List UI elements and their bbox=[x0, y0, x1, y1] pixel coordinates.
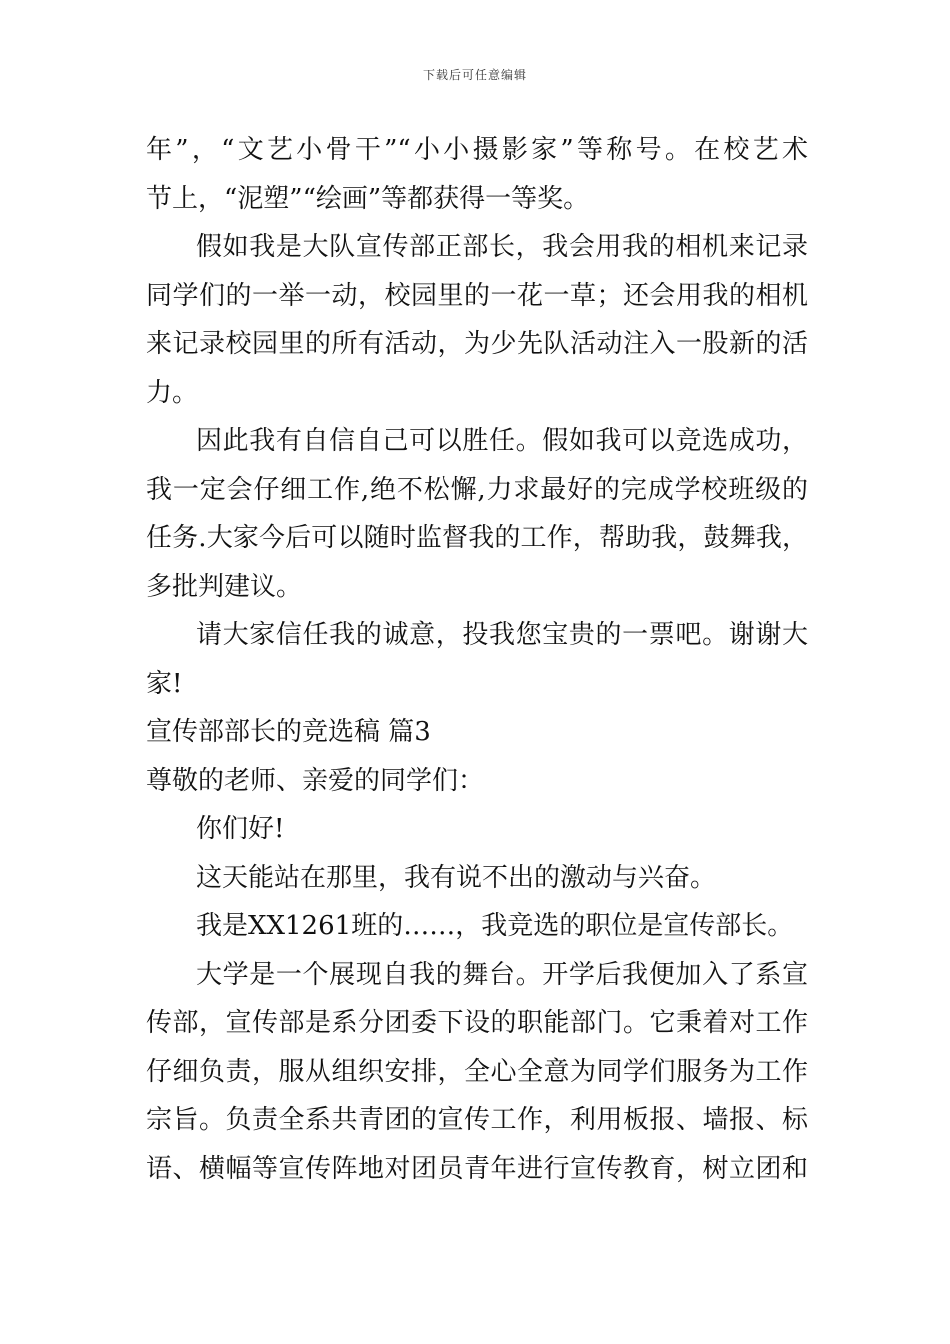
text-line: 来记录校园里的所有活动，为少先队活动注入一股新的活 bbox=[146, 329, 808, 359]
text-line: 语、横幅等宣传阵地对团员青年进行宣传教育，树立团和 bbox=[146, 1153, 808, 1184]
paragraph-first-line: 我是XX1261班的……，我竞选的职位是宣传部长。 bbox=[196, 911, 794, 941]
text-line: 家! bbox=[146, 668, 183, 699]
paragraph-first-line: 假如我是大队宣传部正部长，我会用我的相机来记录 bbox=[196, 232, 808, 262]
page-header-note: 下载后可任意编辑 bbox=[422, 68, 527, 82]
text-line: 传部，宣传部是系分团委下设的职能部门。它秉着对工作 bbox=[146, 1008, 808, 1038]
text-line: 仔细负责，服从组织安排，全心全意为同学们服务为工作 bbox=[146, 1056, 808, 1087]
text-line: 节上，“泥塑”“绘画”等都获得一等奖。 bbox=[146, 183, 590, 214]
text-line: 宗旨。负责全系共青团的宣传工作，利用板报、墙报、标 bbox=[146, 1105, 808, 1135]
text-line: 多批判建议。 bbox=[146, 571, 303, 602]
text-line: 任务.大家今后可以随时监督我的工作，帮助我，鼓舞我， bbox=[146, 523, 808, 553]
paragraph-first-line: 请大家信任我的诚意，投我您宝贵的一票吧。谢谢大 bbox=[196, 620, 808, 650]
salutation: 尊敬的老师、亲爱的同学们： bbox=[146, 765, 485, 796]
section-title: 宣传部部长的竞选稿 篇3 bbox=[146, 717, 431, 747]
paragraph-first-line: 这天能站在那里，我有说不出的激动与兴奋。 bbox=[196, 862, 717, 893]
greeting: 你们好! bbox=[196, 814, 285, 844]
document-body bbox=[146, 126, 808, 1193]
text-line: 同学们的一举一动，校园里的一花一草；还会用我的相机 bbox=[146, 280, 808, 311]
paragraph-first-line: 大学是一个展现自我的舞台。开学后我便加入了系宣 bbox=[196, 959, 808, 990]
text-line: 年”，“文艺小骨干”“小小摄影家”等称号。在校艺术 bbox=[146, 135, 808, 165]
text-line: 力。 bbox=[146, 377, 199, 408]
text-line: 我一定会仔细工作,绝不松懈,力求最好的完成学校班级的 bbox=[146, 474, 808, 505]
paragraph-first-line: 因此我有自信自己可以胜任。假如我可以竞选成功， bbox=[196, 426, 808, 456]
